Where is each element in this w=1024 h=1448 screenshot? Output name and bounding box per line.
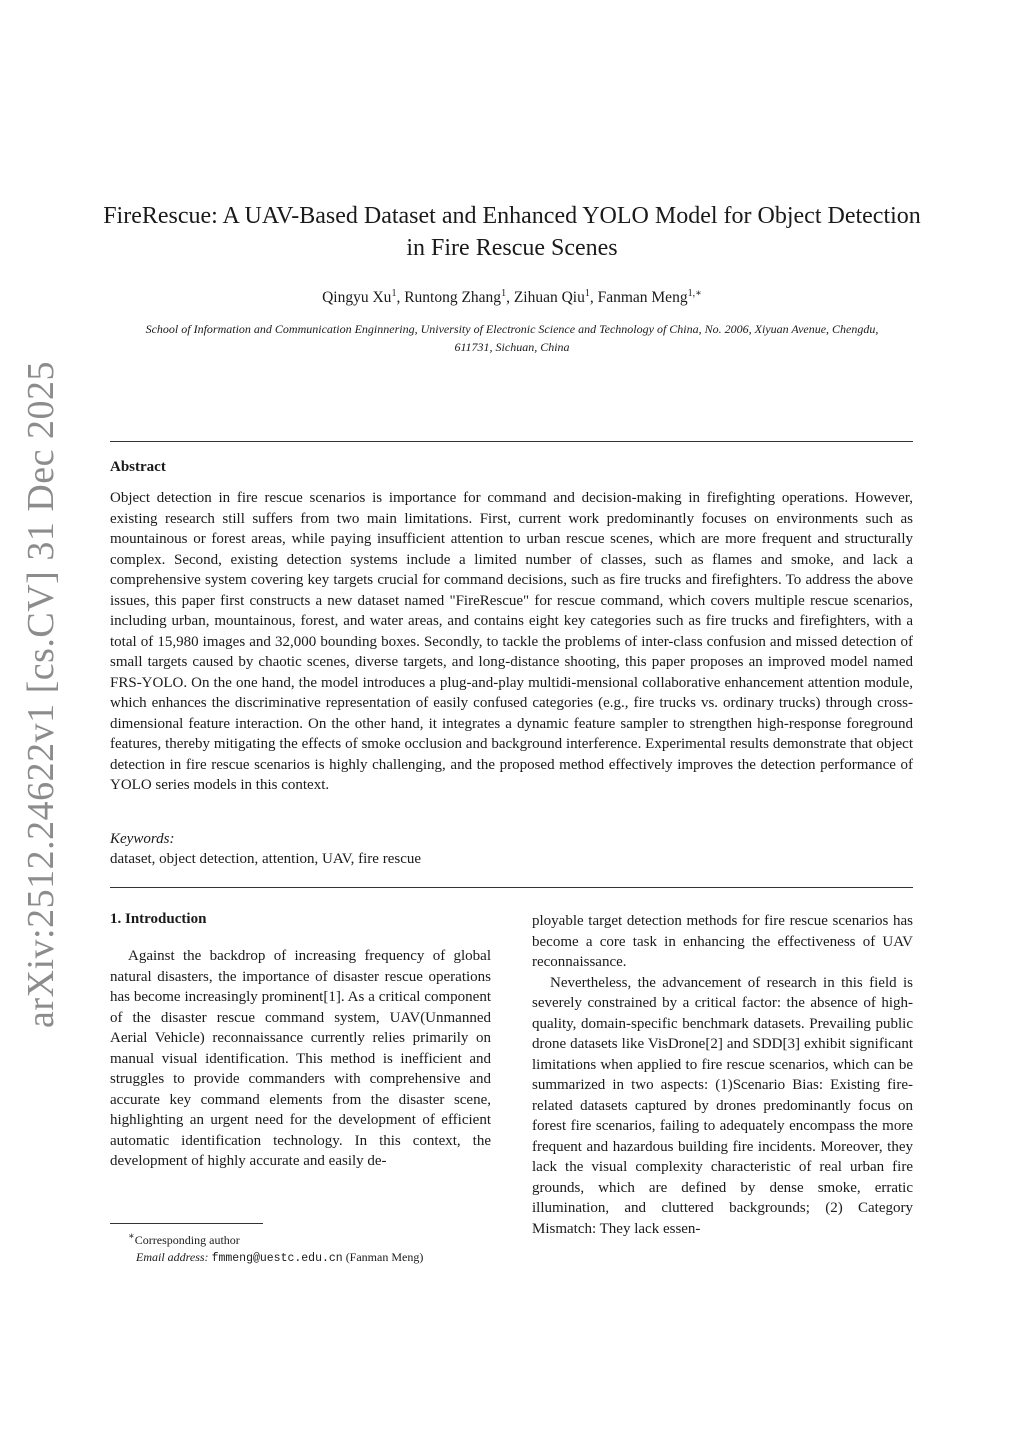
section-heading-introduction: 1. Introduction xyxy=(110,911,207,927)
author-name: Zihuan Qiu xyxy=(513,289,585,307)
left-column xyxy=(110,946,491,1172)
abstract-heading: Abstract xyxy=(110,459,166,475)
footnote-divider xyxy=(110,1223,263,1224)
author-affiliation-mark: 1 xyxy=(391,288,397,299)
keywords-text: dataset, object detection, attention, UAV, fire rescue xyxy=(110,851,422,867)
author-name: Runtong Zhang xyxy=(404,289,502,307)
paragraph: Nevertheless, the advancement of research in this field is severely constrained by a critical factor: the absence of high-quality, domain-specific benchmark datasets. Prevailing public drone datasets like VisDrone[2] and SDD[3] exhibit significant limitations when applied to fire rescue scenarios, which can be summarized in two aspects: (1)Scenario Bias: Existing fire-related datasets captured by drones predominantly focus on forest fire scenarios, failing to adequately encompass the more frequent and hazardous building fire incidents. Moreover, they lack the visual complexity characteristic of real urban fire grounds, which are defined by dense smoke, erratic illumination, and cluttered backgrounds; (2) Category Mismatch: They lack essen- xyxy=(532,974,913,1237)
footnote xyxy=(110,1228,491,1267)
keywords-heading: Keywords: xyxy=(110,831,175,847)
top-divider xyxy=(110,441,913,442)
author-list: Qingyu Xu$^1$, Runtong Zhang$^1$, Zihuan Qiu$^1$, Fanman Meng$^{1,∗}$ xyxy=(322,288,702,307)
email-label: Email address: xyxy=(136,1250,209,1264)
footnote-mark: ∗ xyxy=(128,1231,135,1242)
arxiv-identifier-stamp: arXiv:2512.24622v1 [cs.CV] 31 Dec 2025 xyxy=(20,360,62,1028)
affiliation: School of Information and Communication Enginnering, University of Electronic Science and Technology of China, No. 2006, Xiyuan Avenue, Chengdu, 611731, Sichuan, China xyxy=(145,322,879,354)
email-owner: (Fanman Meng) xyxy=(345,1250,424,1264)
email-address: fmmeng@uestc.edu.cn xyxy=(211,1252,343,1265)
bottom-divider xyxy=(110,887,913,888)
author-name: Fanman Meng xyxy=(597,289,688,307)
author-affiliation-mark: 1 xyxy=(584,288,590,299)
right-column xyxy=(532,911,913,1239)
abstract-text: Object detection in fire rescue scenarios is importance for command and decision-making in firefighting operations. However, existing research still suffers from two main limitations. First, current work predominantly focuses on environments such as mountainous or forest areas, while paying insufficient attention to urban rescue scenes, which are more frequent and structurally complex. Second, existing detection systems include a limited number of classes, such as flames and smoke, and lack a comprehensive system covering key targets crucial for command decisions, such as fire trucks and firefighters. To address the above issues, this paper first constructs a new dataset named "FireRescue" for rescue command, which covers multiple rescue scenarios, including urban, mountainous, forest, and water areas, and contains eight key categories such as fire trucks and firefighters, with a total of 15,980 images and 32,000 bounding boxes. Secondly, to tackle the problems of inter-class confusion and missed detection of small targets caused by chaotic scenes, diverse targets, and long-distance shooting, this paper proposes an improved model named FRS-YOLO. On the one hand, the model introduces a plug-and-play multidi-mensional collaborative enhancement attention module, which enhances the discriminative representation of easily confused categories (e.g., fire trucks vs. ordinary trucks) through cross-dimensional feature interaction. On the other hand, it integrates a dynamic feature sampler to strengthen high-response foreground features, thereby mitigating the effects of smoke occlusion and background interference. Experimental results demonstrate that object detection in fire rescue scenarios is highly challenging, and the proposed method effectively improves the detection performance of YOLO series models in this context. xyxy=(110,490,913,793)
paragraph: Against the backdrop of increasing frequency of global natural disasters, the importance of disaster rescue operations has become increasingly prominent[1]. As a critical component of the disaster rescue command system, UAV(Unmanned Aerial Vehicle) reconnaissance currently relies primarily on manual visual identification. This method is inefficient and struggles to provide commanders with comprehensive and accurate key command elements from the disaster scene, highlighting an urgent need for the development of efficient automatic identification technology. In this context, the development of highly accurate and easily de- xyxy=(110,948,491,1169)
paragraph: ployable target detection methods for fire rescue scenarios has become a core task in enhancing the effectiveness of UAV reconnaissance. xyxy=(532,913,913,970)
author-affiliation-mark: 1,∗ xyxy=(687,288,702,299)
author-affiliation-mark: 1 xyxy=(501,288,507,299)
author-name: Qingyu Xu xyxy=(322,289,392,307)
paper-title: FireRescue: A UAV-Based Dataset and Enhanced YOLO Model for Object Detection in Fire Rescue Scenes xyxy=(103,203,921,261)
footnote-label: Corresponding author xyxy=(134,1233,240,1247)
